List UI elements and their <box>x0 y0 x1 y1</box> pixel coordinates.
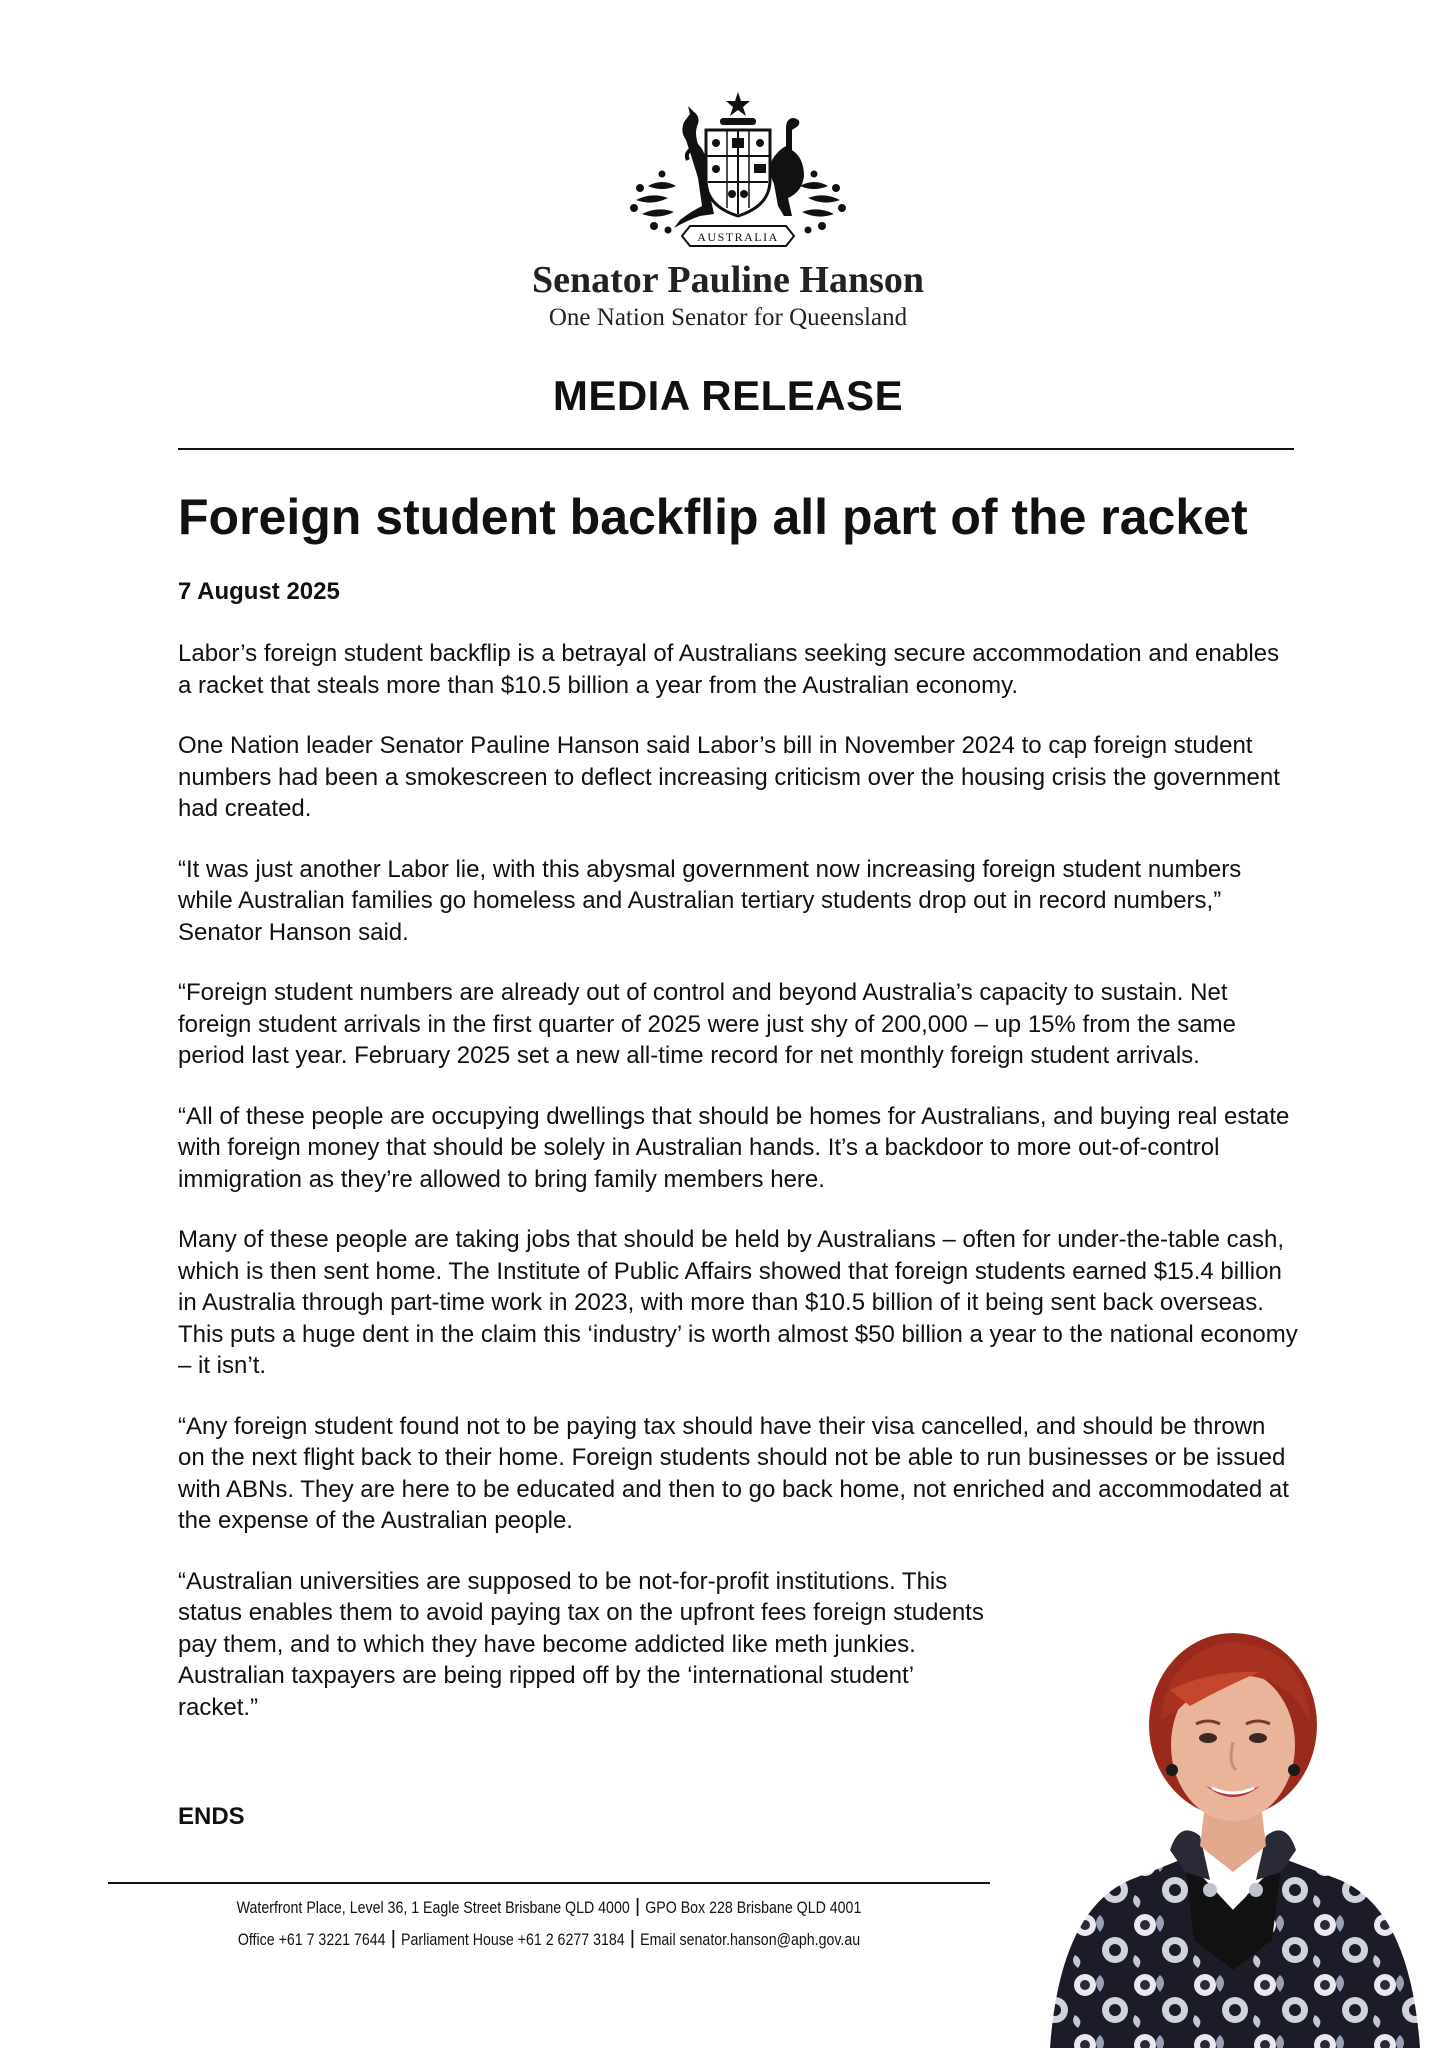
footer-separator <box>637 1898 639 1916</box>
footer-po-box: GPO Box 228 Brisbane QLD 4001 <box>645 1899 862 1917</box>
release-body <box>178 638 1298 1752</box>
document-type-heading: MEDIA RELEASE <box>552 372 904 419</box>
footer-email[interactable]: Email senator.hanson@aph.gov.au <box>640 1931 861 1949</box>
senator-portrait-image <box>1010 1610 1456 2048</box>
emu-icon <box>770 118 804 216</box>
senator-name: Senator Pauline Hanson <box>531 259 925 301</box>
footer-parliament-phone: Parliament House +61 2 6277 3184 <box>400 1931 625 1949</box>
coat-of-arms-emblem <box>628 88 848 258</box>
body-paragraph: “Any foreign student found not to be paying tax should have their visa cancelled, and should be thrown on the next flight back to their home. Foreign students should not be able to run businesses or be issued with ABNs. They are here to be educated and then to go back home, not enriched and accommodated at the expense of the Australian people. <box>178 1412 1289 1534</box>
body-paragraph: Labor’s foreign student backflip is a betrayal of Australians seeking secure accommodation and enables a racket that steals more than $10.5 billion a year from the Australian economy. <box>178 640 1280 699</box>
header-divider <box>178 448 1294 450</box>
body-paragraph: “It was just another Labor lie, with this abysmal government now increasing foreign student numbers while Australian families go homeless and Australian tertiary students drop out in record numbers,” Senator Hanson said. <box>178 855 1242 946</box>
senator-role: One Nation Senator for Queensland <box>548 304 908 331</box>
crest-star-icon <box>726 92 750 116</box>
body-paragraph: One Nation leader Senator Pauline Hanson said Labor’s bill in November 2024 to cap foreign student numbers had been a smokescreen to deflect increasing criticism over the housing crisis the government had created. <box>178 732 1280 822</box>
release-ends-marker: ENDS <box>178 1803 245 1830</box>
footer-address: Waterfront Place, Level 36, 1 Eagle Street Brisbane QLD 4000 <box>236 1899 630 1917</box>
footer-office-phone: Office +61 7 3221 7644 <box>237 1931 386 1949</box>
footer-divider <box>108 1882 990 1884</box>
crest-scroll-label: AUSTRALIA <box>697 230 779 244</box>
body-paragraph: “Foreign student numbers are already out of control and beyond Australia’s capacity to sustain. Net foreign student arrivals in the first quarter of 2025 were just shy of 200,000 – up 15% from the same period last year. February 2025 set a new all-time record for net monthly foreign student arrivals. <box>178 979 1236 1069</box>
body-paragraph: “All of these people are occupying dwellings that should be homes for Australians, and buying real estate with foreign money that should be solely in Australian hands. It’s a backdoor to more out-of-control immigration as they’re allowed to bring family members here. <box>178 1102 1290 1193</box>
footer-separator <box>392 1930 394 1948</box>
body-paragraph: Many of these people are taking jobs that should be held by Australians – often for under-the-table cash, which is then sent home. The Institute of Public Affairs showed that foreign students earned $15.4 billion in Australia through part-time work in 2023, with more than $10.5 billion of it being sent back overseas. This puts a huge dent in the claim this ‘industry’ is worth almost $50 billion a year to the national economy – it isn’t. <box>178 1226 1298 1379</box>
footer-address-line <box>170 1898 929 1918</box>
release-date: 7 August 2025 <box>178 578 340 605</box>
footer-separator <box>632 1930 634 1948</box>
body-paragraph: “Australian universities are supposed to be not-for-profit institutions. This status enables them to avoid paying tax on the upfront fees foreign students pay them, and to which they have become addicted like meth junkies. Australian taxpayers are being ripped off by the ‘international student’ racket.” <box>178 1567 984 1721</box>
release-headline: Foreign student backflip all part of the racket <box>178 489 1248 545</box>
footer-contact-line <box>170 1930 929 1950</box>
